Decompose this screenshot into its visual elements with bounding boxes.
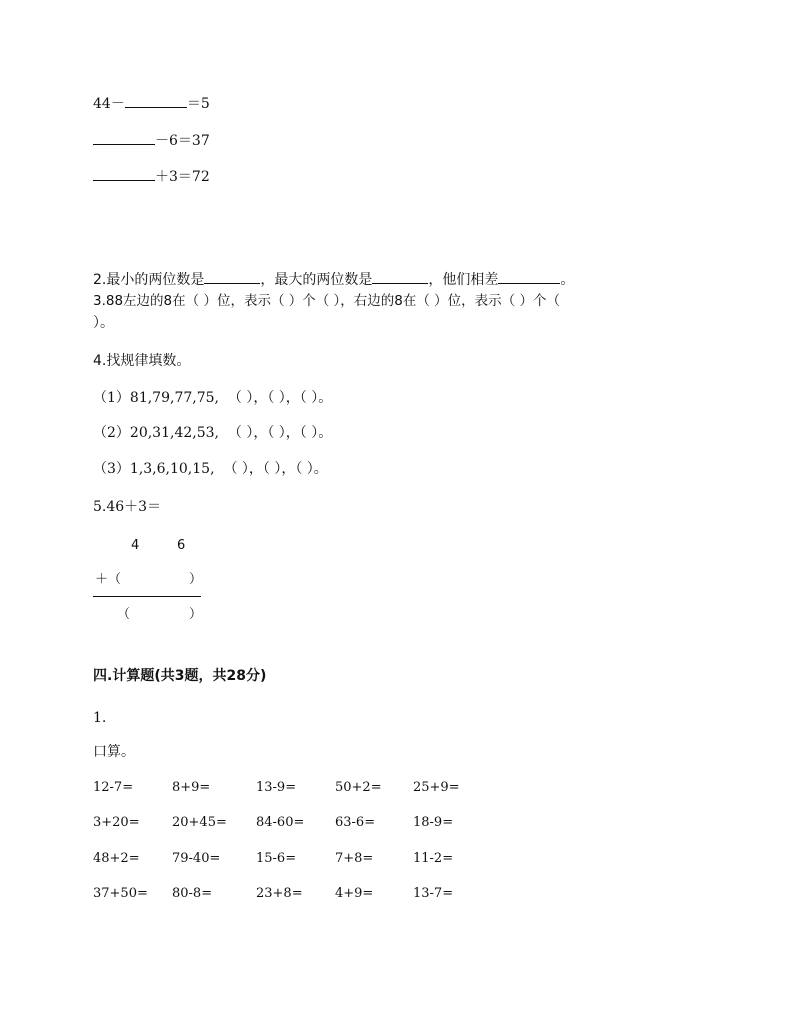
vertical-digit-ones: 6 — [177, 538, 186, 553]
question-3-line-1: 3.88左边的8在（ ）位，表示（ ）个（ ），右边的8在（ ）位，表示（ ）个（ — [93, 293, 560, 309]
calc-item: 13-9= — [256, 780, 297, 795]
question-2-text-d: 。 — [560, 272, 575, 288]
calc-item: 84-60= — [256, 815, 305, 830]
equation-1-prefix: 44－ — [93, 96, 125, 112]
vertical-sum-line — [93, 596, 201, 597]
sequence-row-2 — [93, 424, 332, 442]
question-4-title: 4.找规律填数。 — [93, 353, 191, 369]
question-2-text-c: ，他们相差 — [428, 272, 499, 288]
answer-blank[interactable] — [93, 167, 155, 181]
equation-3-suffix: ＋3＝72 — [155, 169, 210, 185]
calc-item: 20+45= — [172, 815, 227, 830]
sequence-values: 20,31,42,53, — [129, 425, 219, 441]
problem-number: 1. — [93, 710, 107, 726]
answer-blank[interactable] — [498, 270, 560, 284]
question-2-text-a: 2.最小的两位数是 — [93, 272, 205, 288]
equation-3 — [93, 167, 210, 186]
sequence-values: 1,3,6,10,15, — [129, 461, 215, 477]
equation-1-suffix: ＝5 — [186, 96, 210, 112]
calc-item: 4+9= — [335, 886, 374, 901]
answer-blank[interactable] — [93, 131, 155, 145]
sequence-number: （2） — [93, 425, 130, 441]
question-2 — [93, 270, 574, 289]
sequence-blanks: （ ），（ ），（ ）。 — [227, 390, 333, 406]
answer-blank[interactable] — [372, 270, 428, 284]
sequence-blanks: （ ），（ ），（ ）。 — [227, 425, 333, 441]
calc-item: 7+8= — [335, 851, 374, 866]
question-3-line-2: ）。 — [93, 315, 114, 331]
calc-item: 63-6= — [335, 815, 376, 830]
vertical-close-paren: ） — [189, 572, 203, 587]
equation-2-suffix: －6＝37 — [155, 133, 210, 149]
calc-item: 79-40= — [172, 851, 221, 866]
vertical-result-close: ） — [189, 607, 203, 622]
answer-blank[interactable] — [125, 94, 187, 108]
calc-item: 37+50= — [93, 886, 148, 901]
calc-item: 25+9= — [413, 780, 460, 795]
sequence-row-1 — [93, 389, 332, 407]
question-5-title: 5.46＋3＝ — [93, 499, 162, 515]
sequence-blanks: （ ），（ ），（ ）。 — [223, 461, 328, 477]
sequence-number: （1） — [93, 390, 130, 406]
calc-item: 23+8= — [256, 886, 303, 901]
calc-item: 18-9= — [413, 815, 454, 830]
vertical-plus-open: ＋（ — [95, 572, 122, 587]
calc-item: 11-2= — [413, 851, 454, 866]
equation-1 — [93, 94, 210, 113]
calc-item: 12-7= — [93, 780, 134, 795]
calc-item: 3+20= — [93, 815, 140, 830]
section-title: 四.计算题(共3题，共28分) — [93, 668, 267, 684]
sequence-values: 81,79,77,75, — [129, 390, 219, 406]
sequence-row-3 — [93, 460, 328, 478]
answer-blank[interactable] — [204, 270, 260, 284]
calc-item: 13-7= — [413, 886, 454, 901]
equation-2 — [93, 131, 210, 150]
calc-item: 8+9= — [172, 780, 211, 795]
calc-item: 50+2= — [335, 780, 382, 795]
vertical-result-open: （ — [117, 607, 131, 622]
calc-item: 80-8= — [172, 886, 213, 901]
oral-calc-title: 口算。 — [93, 744, 135, 760]
calc-item: 15-6= — [256, 851, 297, 866]
question-2-text-b: ，最大的两位数是 — [260, 272, 373, 288]
vertical-digit-tens: 4 — [131, 538, 140, 553]
sequence-number: （3） — [93, 461, 130, 477]
calc-item: 48+2= — [93, 851, 140, 866]
